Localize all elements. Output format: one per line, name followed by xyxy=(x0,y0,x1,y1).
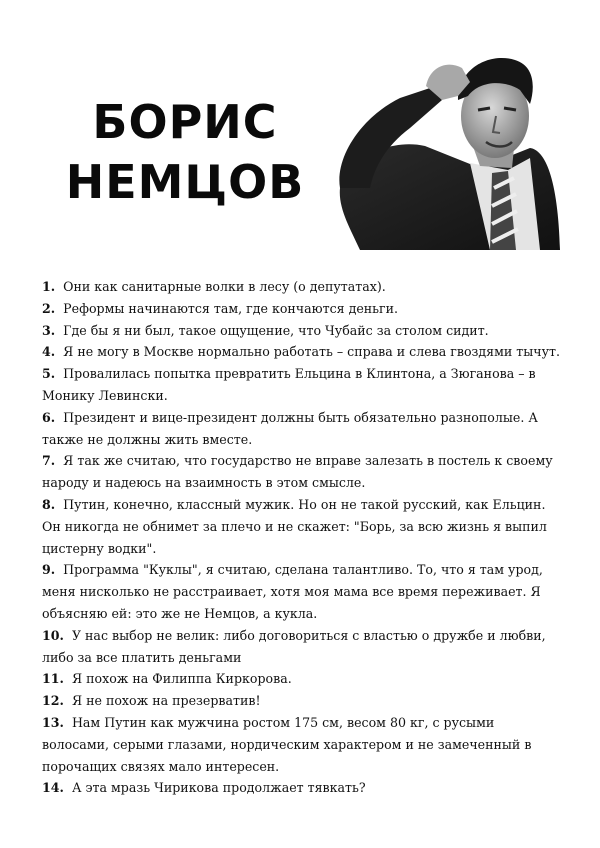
list-item xyxy=(42,777,562,799)
quote-text: Президент и вице-президент должны быть обязательно разнополые. А также не должны жить вместе. xyxy=(42,409,538,447)
quote-number: 11. xyxy=(42,671,64,687)
quote-text: Я похож на Филиппа Киркорова. xyxy=(71,671,292,687)
quote-number: 12. xyxy=(42,693,64,709)
list-item xyxy=(42,494,562,559)
quote-text: Где бы я ни был, такое ощущение, что Чубайс за столом сидит. xyxy=(63,322,489,338)
list-item xyxy=(42,625,562,669)
quote-text: Провалилась попытка превратить Ельцина в Клинтона, а Зюганова – в Монику Левински. xyxy=(42,366,536,403)
quote-number: 14. xyxy=(42,780,64,796)
list-item xyxy=(42,690,562,712)
quote-text: Я так же считаю, что государство не вправе залезать в постель к своему народу и надеюсь на взаимность в этом смысле. xyxy=(42,453,553,491)
quote-text: Реформы начинаются там, где кончаются деньги. xyxy=(63,300,399,316)
quote-number: 13. xyxy=(42,714,64,730)
title-line-1: БОРИС xyxy=(92,95,278,149)
quote-text: Они как санитарные волки в лесу (о депутатах). xyxy=(63,279,386,294)
quote-list xyxy=(42,276,562,799)
list-item xyxy=(42,559,562,624)
page-title xyxy=(40,92,330,212)
quote-number: 7. xyxy=(42,453,56,469)
quote-text: Программа "Куклы", я считаю, сделана талантливо. То, что я там урод, меня нисколько не расстраивает, хотя моя мама все время переживает. Я объясняю ей: это же не Немцов, а кукла. xyxy=(42,562,543,621)
list-item xyxy=(42,276,562,298)
quote-number: 1. xyxy=(42,279,56,294)
quote-number: 8. xyxy=(42,496,56,512)
quote-text: Путин, конечно, классный мужик. Но он не такой русский, как Ельцин. Он никогда не обнимет за плечо и не скажет: "Борь, за всю жизнь я выпил цистерну водки". xyxy=(42,496,547,556)
quote-number: 10. xyxy=(42,627,64,643)
quote-text: Я не могу в Москве нормально работать – справа и слева гвоздями тычут. xyxy=(63,344,560,360)
quote-text: Я не похож на презерватив! xyxy=(71,693,261,709)
quote-number: 3. xyxy=(42,322,56,338)
list-item xyxy=(42,668,562,690)
list-item xyxy=(42,320,562,342)
portrait-image xyxy=(330,38,562,250)
quote-number: 9. xyxy=(42,562,56,578)
quote-number: 6. xyxy=(42,409,56,425)
quote-text: Нам Путин как мужчина ростом 175 см, весом 80 кг, с русыми волосами, серыми глазами, нордическим характером и не замеченный в порочащих связях мало интересен. xyxy=(42,714,532,774)
quote-number: 2. xyxy=(42,300,56,316)
list-item xyxy=(42,450,562,494)
quote-number: 5. xyxy=(42,366,56,382)
list-item xyxy=(42,341,562,363)
list-item xyxy=(42,298,562,320)
quote-text: У нас выбор не велик: либо договориться с властью о дружбе и любви, либо за все платить деньгами xyxy=(42,627,546,665)
quote-text: А эта мразь Чирикова продолжает тявкать? xyxy=(71,780,366,796)
quote-number: 4. xyxy=(42,344,56,360)
list-item xyxy=(42,407,562,451)
list-item xyxy=(42,363,562,407)
title-line-2: НЕМЦОВ xyxy=(65,155,305,209)
list-item xyxy=(42,712,562,777)
